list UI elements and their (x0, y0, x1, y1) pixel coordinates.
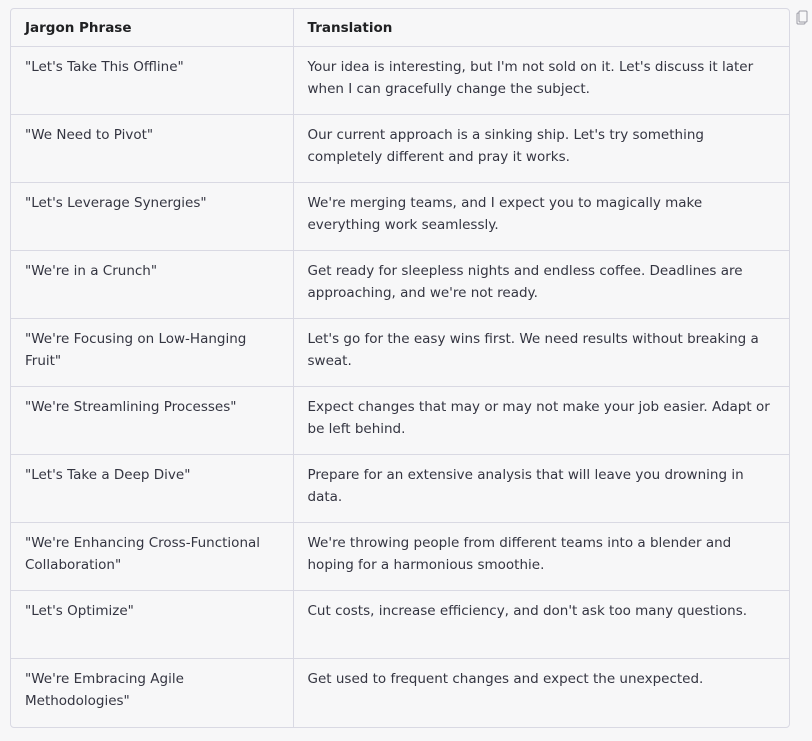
translation-cell: Expect changes that may or may not make your job easier. Adapt or be left behind. (293, 387, 789, 455)
header-jargon-phrase: Jargon Phrase (11, 9, 293, 47)
copy-icon[interactable] (796, 10, 808, 28)
jargon-phrase-cell: "We're Streamlining Processes" (11, 387, 293, 455)
jargon-table-container (10, 8, 790, 728)
header-translation: Translation (293, 9, 789, 47)
table-row (11, 251, 789, 319)
translation-cell: Get used to frequent changes and expect the unexpected. (293, 659, 789, 727)
translation-cell: Prepare for an extensive analysis that will leave you drowning in data. (293, 455, 789, 523)
translation-cell: Let's go for the easy wins first. We need results without breaking a sweat. (293, 319, 789, 387)
translation-cell: We're merging teams, and I expect you to magically make everything work seamlessly. (293, 183, 789, 251)
jargon-phrase-cell: "We're Embracing Agile Methodologies" (25, 671, 184, 709)
jargon-phrase-cell: "Let's Leverage Synergies" (11, 183, 293, 251)
jargon-table (11, 9, 789, 727)
jargon-phrase-cell: "We're in a Crunch" (11, 251, 293, 319)
table-row (11, 47, 789, 115)
jargon-phrase-cell: "We Need to Pivot" (11, 115, 293, 183)
jargon-phrase-cell: "Let's Take This Offline" (11, 47, 293, 115)
jargon-phrase-cell: "Let's Take a Deep Dive" (11, 455, 293, 523)
translation-cell: We're throwing people from different teams into a blender and hoping for a harmonious smoothie. (293, 523, 789, 591)
table-row (11, 659, 789, 727)
translation-cell: Get ready for sleepless nights and endless coffee. Deadlines are approaching, and we're not ready. (293, 251, 789, 319)
table-row (11, 387, 789, 455)
translation-cell: Your idea is interesting, but I'm not sold on it. Let's discuss it later when I can gracefully change the subject. (293, 47, 789, 115)
table-row (11, 183, 789, 251)
table-row (11, 455, 789, 523)
jargon-phrase-cell: "We're Enhancing Cross-Functional Collaboration" (11, 523, 293, 591)
jargon-phrase-cell: "Let's Optimize" (11, 591, 293, 659)
translation-cell: Our current approach is a sinking ship. Let's try something completely different and pray it works. (293, 115, 789, 183)
table-row (11, 591, 789, 659)
table-header-row (11, 9, 789, 47)
jargon-phrase-cell: "We're Focusing on Low-Hanging Fruit" (11, 319, 293, 387)
table-row (11, 319, 789, 387)
translation-cell: Cut costs, increase efficiency, and don't ask too many questions. (293, 591, 789, 659)
table-row (11, 115, 789, 183)
table-row (11, 523, 789, 591)
